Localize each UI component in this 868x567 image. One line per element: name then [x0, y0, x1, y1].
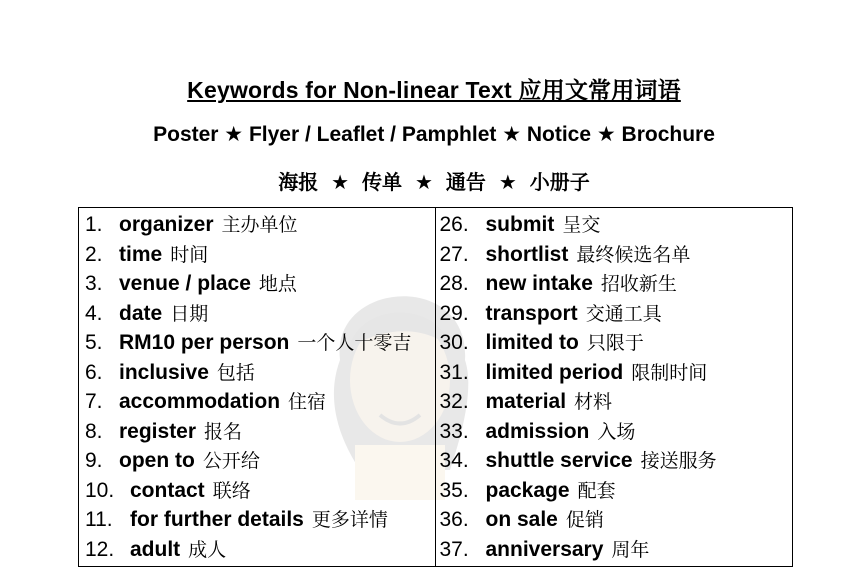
- keyword: new intake: [485, 272, 593, 295]
- keyword: material: [485, 390, 567, 413]
- item-number: 30.: [439, 331, 469, 354]
- item-number: 36.: [439, 508, 469, 531]
- keyword: time: [119, 242, 163, 266]
- list-item: [79, 299, 435, 329]
- keyword: accommodation: [119, 390, 281, 413]
- keyword: venue / place: [119, 272, 251, 295]
- item-number: 8.: [85, 419, 103, 443]
- keyword: organizer: [119, 213, 214, 236]
- item-number: 31.: [439, 360, 469, 384]
- item-number: 33.: [439, 419, 469, 443]
- chinese-term: 配套: [577, 479, 616, 502]
- list-item: [79, 269, 435, 299]
- chinese-term: 只限于: [586, 332, 644, 354]
- keyword: open to: [119, 449, 195, 472]
- item-number: 35.: [439, 478, 469, 502]
- keyword: date: [119, 301, 163, 325]
- chinese-term: 成人: [188, 538, 227, 561]
- keyword: for further details: [130, 508, 304, 531]
- item-number: 32.: [439, 390, 469, 413]
- chinese-term: 日期: [170, 302, 209, 325]
- chinese-term: 公开给: [202, 450, 260, 472]
- document-types-chinese-line: 海报 ★ 传单 ★ 通告 ★ 小册子: [278, 170, 590, 194]
- item-number: 34.: [439, 449, 469, 472]
- keywords-right-column: [436, 208, 793, 566]
- keyword: transport: [485, 301, 578, 325]
- chinese-term: 最终候选名单: [576, 243, 691, 266]
- keyword: admission: [485, 419, 590, 443]
- keyword: limited period: [485, 360, 624, 384]
- list-item: [79, 328, 435, 358]
- item-number: 5.: [85, 331, 103, 354]
- keyword: on sale: [485, 508, 558, 531]
- item-number: 26.: [439, 213, 469, 236]
- page-title: Keywords for Non-linear Text 应用文常用词语: [187, 77, 681, 103]
- list-item: [79, 476, 435, 506]
- list-item: [436, 387, 793, 417]
- list-item: [79, 358, 435, 388]
- list-item: [436, 299, 793, 329]
- chinese-term: 一个人十零吉: [297, 332, 412, 354]
- chinese-term: 招收新生: [600, 273, 677, 295]
- item-number: 11.: [85, 508, 113, 531]
- list-item: [79, 535, 435, 565]
- keyword: inclusive: [119, 360, 209, 384]
- chinese-term: 主办单位: [221, 214, 298, 236]
- item-number: 7.: [85, 390, 103, 413]
- item-number: 29.: [439, 301, 469, 325]
- chinese-term: 限制时间: [631, 361, 708, 384]
- list-item: [79, 210, 435, 240]
- item-number: 27.: [439, 242, 469, 266]
- item-number: 37.: [439, 537, 469, 561]
- item-number: 12.: [85, 537, 115, 561]
- keywords-table: [78, 207, 793, 567]
- keyword: limited to: [485, 331, 579, 354]
- chinese-term: 入场: [597, 420, 636, 443]
- keyword: register: [119, 419, 197, 443]
- keyword: package: [485, 478, 570, 502]
- list-item: [436, 446, 793, 476]
- item-number: 2.: [85, 242, 103, 266]
- item-number: 9.: [85, 449, 103, 472]
- item-number: 3.: [85, 272, 103, 295]
- list-item: [436, 505, 793, 535]
- list-item: [79, 446, 435, 476]
- chinese-term: 呈交: [562, 214, 601, 236]
- list-item: [436, 358, 793, 388]
- list-item: [79, 505, 435, 535]
- chinese-term: 包括: [216, 361, 255, 384]
- item-number: 1.: [85, 213, 103, 236]
- chinese-term: 接送服务: [640, 450, 717, 472]
- list-item: [436, 240, 793, 270]
- chinese-term: 周年: [611, 538, 650, 561]
- list-item: [79, 417, 435, 447]
- keyword: RM10 per person: [119, 331, 290, 354]
- chinese-term: 更多详情: [311, 509, 388, 531]
- keyword: adult: [130, 537, 181, 561]
- keywords-left-column: [79, 208, 436, 566]
- list-item: [436, 417, 793, 447]
- chinese-term: 促销: [565, 509, 604, 531]
- chinese-term: 联络: [212, 479, 251, 502]
- item-number: 6.: [85, 360, 103, 384]
- document-types-line: Poster ★ Flyer / Leaflet / Pamphlet ★ Notice ★ Brochure: [153, 123, 715, 146]
- chinese-term: 时间: [170, 243, 209, 266]
- list-item: [436, 328, 793, 358]
- item-number: 10.: [85, 478, 115, 502]
- list-item: [79, 387, 435, 417]
- item-number: 4.: [85, 301, 103, 325]
- keyword: submit: [485, 213, 555, 236]
- list-item: [79, 240, 435, 270]
- keyword: shuttle service: [485, 449, 633, 472]
- chinese-term: 地点: [258, 273, 297, 295]
- list-item: [436, 535, 793, 565]
- keyword: contact: [130, 478, 205, 502]
- list-item: [436, 476, 793, 506]
- chinese-term: 住宿: [288, 391, 327, 413]
- chinese-term: 材料: [574, 391, 613, 413]
- keyword: shortlist: [485, 242, 569, 266]
- keyword: anniversary: [485, 537, 604, 561]
- item-number: 28.: [439, 272, 469, 295]
- chinese-term: 报名: [204, 420, 243, 443]
- list-item: [436, 210, 793, 240]
- list-item: [436, 269, 793, 299]
- chinese-term: 交通工具: [585, 302, 662, 325]
